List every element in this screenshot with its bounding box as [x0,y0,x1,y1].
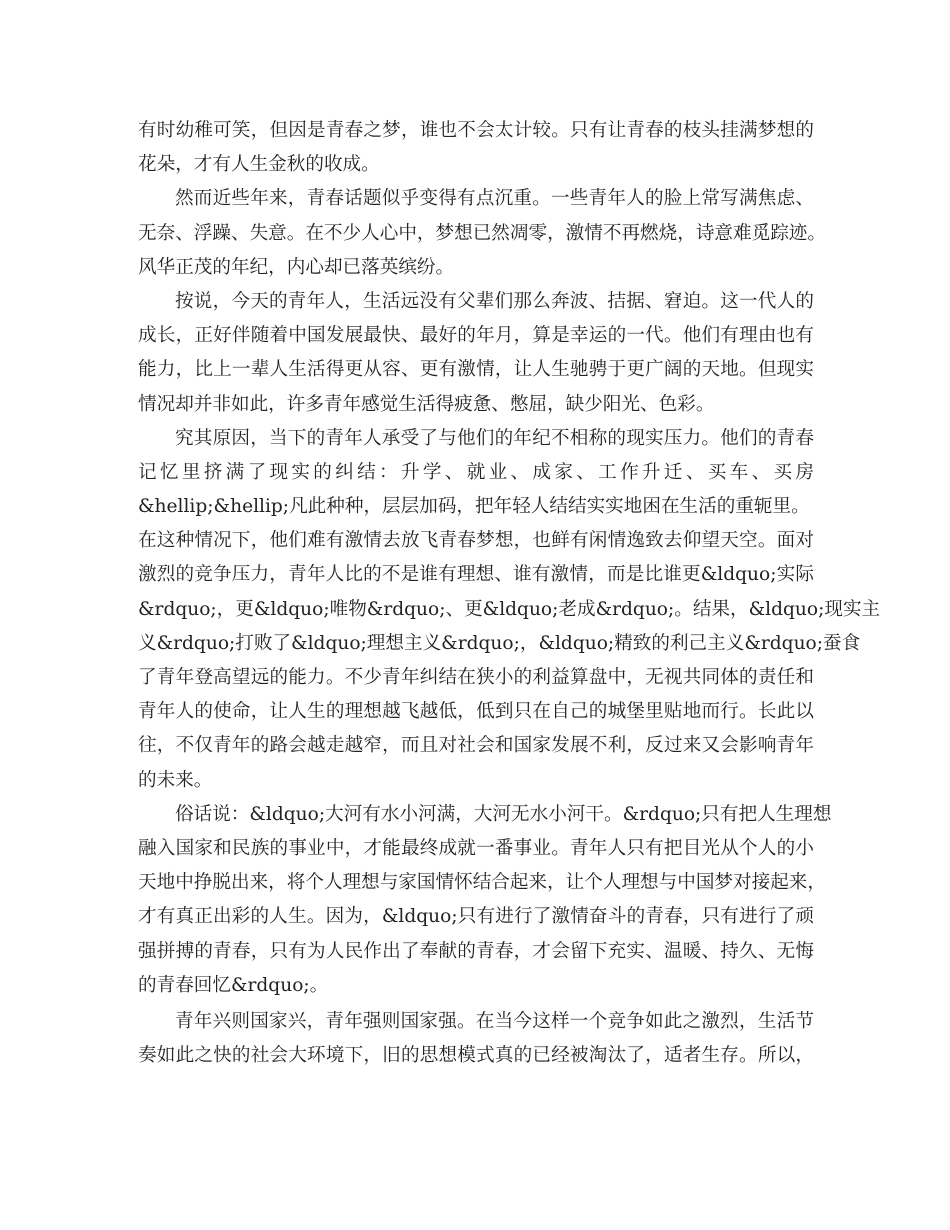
text-line: 的青春回忆&rdquo;。 [138,974,329,996]
paragraph-first-line: 究其原因，当下的青年人承受了与他们的年纪不相称的现实压力。他们的青春 [175,427,814,449]
text-line: 才有真正出彩的人生。因为，&ldquo;只有进行了激情奋斗的青春，只有进行了顽 [138,906,814,928]
paragraph-first-line: 青年兴则国家兴，青年强则国家强。在当今这样一个竞争如此之激烈，生活节 [175,1010,814,1032]
text-line: 融入国家和民族的事业中，才能最终成就一番事业。青年人只有把目光从个人的小 [138,837,814,859]
paragraph-first-line: 俗话说：&ldquo;大河有水小河满，大河无水小河干。&rdquo;只有把人生理想 [175,803,832,825]
text-line: 记忆里挤满了现实的纠结：升学、就业、成家、工作升迁、买车、买房 [138,461,814,483]
text-line: 强拼搏的青春，只有为人民作出了奉献的青春，才会留下充实、温暖、持久、无悔 [138,940,814,962]
document-body [138,114,881,1073]
text-line: 往，不仅青年的路会越走越窄，而且对社会和国家发展不利，反过来又会影响青年 [138,735,814,757]
text-line: &rdquo;，更&ldquo;唯物&rdquo;、更&ldquo;老成&rdquo;。结果，&ldquo;现实主 [138,598,881,620]
text-line: 天地中挣脱出来，将个人理想与家国情怀结合起来，让个人理想与中国梦对接起来， [138,872,826,894]
text-line: 能力，比上一辈人生活得更从容、更有激情，让人生驰骋于更广阔的天地。但现实 [138,359,814,381]
text-line: 情况却并非如此，许多青年感觉生活得疲惫、憋屈，缺少阳光、色彩。 [138,393,715,415]
text-line: 成长，正好伴随着中国发展最快、最好的年月，算是幸运的一代。他们有理由也有 [138,325,814,347]
paragraph-first-line: 按说，今天的青年人，生活远没有父辈们那么奔波、拮据、窘迫。这一代人的 [175,290,814,312]
text-line: 无奈、浮躁、失意。在不少人心中，梦想已然凋零，激情不再燃烧，诗意难觅踪迹。 [138,222,826,244]
text-line: 花朵，才有人生金秋的收成。 [138,154,380,176]
text-line: 了青年登高望远的能力。不少青年纠结在狭小的利益算盘中，无视共同体的责任和 [138,667,814,688]
text-line: 有时幼稚可笑，但因是青春之梦，谁也不会太计较。只有让青春的枝头挂满梦想的 [138,120,814,141]
paragraph-first-line: 然而近些年来，青春话题似乎变得有点沉重。一些青年人的脸上常写满焦虑、 [175,188,814,210]
text-line: 在这种情况下，他们难有激情去放飞青春梦想，也鲜有闲情逸致去仰望天空。面对 [138,530,814,552]
text-line: 青年人的使命，让人生的理想越飞越低，低到只在自己的城堡里贴地而行。长此以 [138,701,814,723]
text-line: &hellip;&hellip;凡此种种，层层加码，把年轻人结结实实地困在生活的重轭里。 [138,496,810,518]
text-line: 风华正茂的年纪，内心却已落英缤纷。 [138,256,455,278]
text-line: 激烈的竞争压力，青年人比的不是谁有理想、谁有激情，而是比谁更&ldquo;实际 [138,564,814,586]
text-line: 义&rdquo;打败了&ldquo;理想主义&rdquo;，&ldquo;精致的利己主义&rdquo;蚕食 [138,632,861,654]
text-line: 的未来。 [138,769,213,791]
text-line: 奏如此之快的社会大环境下，旧的思想模式真的已经被淘汰了，适者生存。所以， [138,1045,814,1067]
